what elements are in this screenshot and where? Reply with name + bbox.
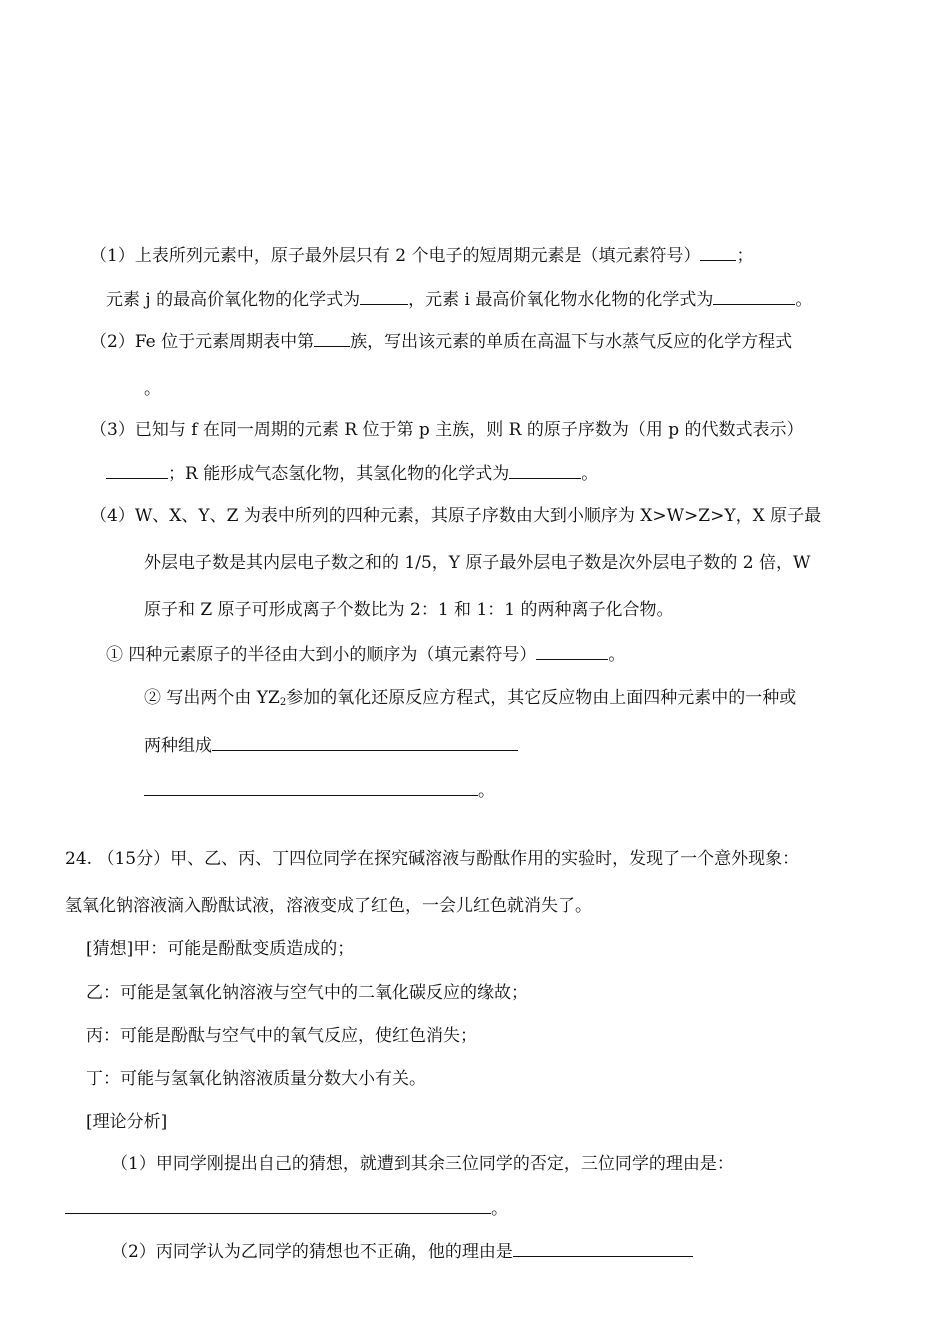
punctuation: 。 <box>795 290 813 310</box>
q23-part3-text: （3）已知与 f 在同一周期的元素 R 位于第 p 主族，则 R 的原子序数为（用 p 的代数式表示） <box>90 420 804 440</box>
q24-guess-ding <box>86 1067 426 1091</box>
q23-part1-text: 元素 j 的最高价氧化物的化学式为 <box>106 290 361 310</box>
q24-intro-text: 24. （15分）甲、乙、丙、丁四位同学在探究碱溶液与酚酞作用的实验时，发现了一个意外现象： <box>65 849 800 869</box>
q24-guess-yi <box>86 981 528 1005</box>
answer-blank[interactable] <box>212 733 518 751</box>
q23-part3-line2 <box>106 461 598 486</box>
punctuation: 。 <box>581 464 599 484</box>
answer-blank[interactable] <box>360 287 408 305</box>
q23-part4-sub1 <box>106 642 625 667</box>
punctuation: 。 <box>608 645 626 665</box>
q23-part2-line2 <box>144 377 161 401</box>
punctuation: 。 <box>144 379 161 399</box>
analysis-text: （2）丙同学认为乙同学的猜想也不正确，他的理由是 <box>111 1242 513 1262</box>
q23-part4-line3 <box>144 598 674 622</box>
answer-blank[interactable] <box>536 642 608 660</box>
answer-blank[interactable] <box>509 461 581 479</box>
q23-sub1-text: ① 四种元素原子的半径由大到小的顺序为（填元素符号） <box>106 645 537 665</box>
q24-intro-line2 <box>65 894 592 918</box>
q24-analysis-1 <box>111 1152 734 1176</box>
guess-text: [猜想]甲：可能是酚酞变质造成的； <box>86 939 355 959</box>
q23-part2-line1 <box>90 329 792 354</box>
guess-text: 丙：可能是酚酞与空气中的氧气反应，使红色消失； <box>86 1026 477 1046</box>
q23-part2-text: 族，写出该元素的单质在高温下与水蒸气反应的化学方程式 <box>350 332 793 352</box>
q23-part3-text: ；R 能形成气态氢化物，其氢化物的化学式为 <box>168 464 510 484</box>
q23-part4-sub2-line1 <box>144 686 796 715</box>
punctuation: ； <box>736 246 754 266</box>
q24-intro-text: 氢氧化钠溶液滴入酚酞试液，溶液变成了红色，一会儿红色就消失了。 <box>65 896 592 916</box>
answer-blank[interactable] <box>513 1239 693 1257</box>
answer-blank[interactable] <box>65 1196 491 1214</box>
q23-part1-text: （1）上表所列元素中，原子最外层只有 2 个电子的短周期元素是（填元素符号） <box>90 246 701 266</box>
answer-blank[interactable] <box>106 461 168 479</box>
q23-part4-text: 原子和 Z 原子可形成离子个数比为 2：1 和 1：1 的两种离子化合物。 <box>144 600 674 620</box>
guess-text: 丁：可能与氢氧化钠溶液质量分数大小有关。 <box>86 1069 426 1089</box>
punctuation: 。 <box>491 1199 508 1219</box>
section-heading: [理论分析] <box>86 1112 168 1132</box>
q23-part2-text: （2）Fe 位于元素周期表中第 <box>90 332 315 352</box>
answer-blank[interactable] <box>144 778 478 796</box>
q23-part4-line1 <box>90 504 821 528</box>
q23-part1-text: ，元素 i 最高价氧化物水化物的化学式为 <box>408 290 714 310</box>
subscript: 2 <box>279 697 287 708</box>
q24-intro-line1 <box>65 847 799 871</box>
answer-blank[interactable] <box>314 329 350 347</box>
analysis-text: （1）甲同学刚提出自己的猜想，就遭到其余三位同学的否定，三位同学的理由是： <box>111 1154 734 1174</box>
q23-sub2-text: 两种组成 <box>144 736 212 756</box>
answer-blank[interactable] <box>700 243 736 261</box>
q24-guess-bing <box>86 1024 477 1048</box>
q23-part4-sub2-line3 <box>144 778 495 803</box>
q23-part3-line1 <box>90 418 804 442</box>
q24-guess-jia <box>86 937 354 961</box>
q23-part1-line2 <box>106 287 812 312</box>
q23-part4-text: 外层电子数是其内层电子数之和的 1/5，Y 原子最外层电子数是次外层电子数的 2 倍，W <box>144 553 811 573</box>
q23-sub2-text: ② 写出两个由 YZ <box>144 688 280 708</box>
q23-part4-line2 <box>144 551 811 575</box>
q24-analysis-2 <box>111 1239 693 1264</box>
q23-part1-line1 <box>90 243 753 268</box>
q24-analysis-heading <box>86 1110 167 1134</box>
answer-blank[interactable] <box>713 287 795 305</box>
guess-text: 乙：可能是氢氧化钠溶液与空气中的二氧化碳反应的缘故； <box>86 983 528 1003</box>
q23-part4-sub2-line2 <box>144 733 518 758</box>
q23-sub2-text: 参加的氧化还原反应方程式，其它反应物由上面四种元素中的一种或 <box>286 688 797 708</box>
q24-analysis-1-answer <box>65 1196 508 1221</box>
q23-part4-text: （4）W、X、Y、Z 为表中所列的四种元素，其原子序数由大到小顺序为 X>W>Z>Y，X 原子最 <box>90 506 822 526</box>
punctuation: 。 <box>478 781 495 801</box>
